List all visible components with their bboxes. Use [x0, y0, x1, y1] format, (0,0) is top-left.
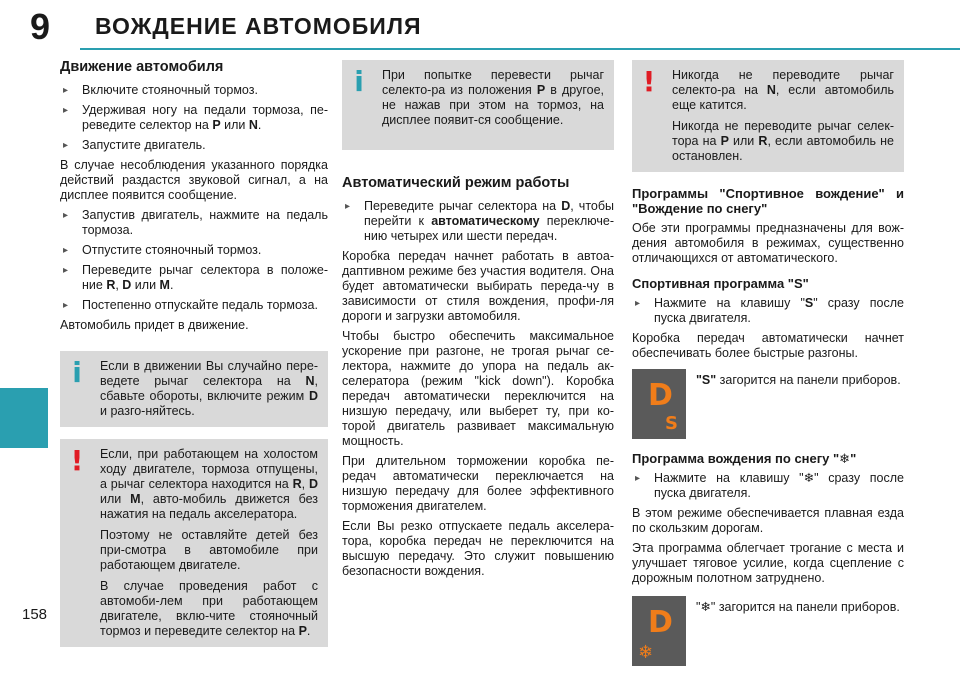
header-rule: [80, 48, 960, 50]
chapter-side-tab: [0, 388, 48, 448]
warning-note: [60, 439, 328, 647]
warning-text: Никогда не переводите рычаг селек-тора на P или R, если автомобиль не остановлен.: [672, 119, 894, 163]
paragraph: Чтобы быстро обеспечить максимальное ускорение при разгоне, не трогая рычаг се-лектора, нажмите до упора на педаль ак-селератора (режим "kick down"). Коробка передач автоматически переключится на низшую передачу, или выберет ту, при ко-торой двигатель развивает максимальную мощность.: [342, 329, 614, 448]
step-item: ▸ Запустите двигатель.: [60, 138, 328, 153]
step-item: ▸ Включите стояночный тормоз.: [60, 83, 328, 98]
warning-text: Никогда не переводите рычаг селекто-ра на N, если автомобиль еще катится.: [672, 68, 895, 112]
column-right: [632, 60, 904, 678]
sport-indicator-svg: [632, 369, 686, 439]
programs-title: Программы "Спортивное вождение" и "Вождение по снегу": [632, 186, 904, 216]
chapter-title: ВОЖДЕНИЕ АВТОМОБИЛЯ: [95, 13, 422, 39]
paragraph: При длительном торможении коробка пе-редач автоматически переключается на низшую передачу для более эффективного торможения двигателем.: [342, 454, 614, 513]
paragraph: Коробка передач автоматически начнет обеспечивать более быстрые разгоны.: [632, 331, 904, 360]
snow-indicator-panel: [632, 596, 904, 666]
info-note: [342, 60, 614, 150]
section-title-automatic: Автоматический режим работы: [342, 175, 570, 191]
svg-text:❄: ❄: [638, 642, 654, 663]
page-header: [0, 0, 960, 58]
warning-icon: !: [642, 65, 656, 98]
svg-text:D: D: [648, 378, 673, 413]
svg-text:D: D: [648, 605, 673, 640]
column-middle: [342, 60, 614, 584]
warning-text: В случае проведения работ с автомоби-лем при работающем двигателе, вклю-чите стояночный тормоз и переведите селектор на P.: [100, 579, 318, 638]
info-text: Если в движении Вы случайно пере-ведете рычаг селектора на N, сбавьте обороты, включите режим D и разго-няйтесь.: [100, 359, 318, 418]
column-left: [60, 60, 328, 655]
section-title-moving: Движение автомобиля: [60, 59, 224, 75]
snow-indicator-icon: [632, 596, 686, 666]
snow-indicator-caption: "❄" загорится на панели приборов.: [696, 600, 900, 614]
warning-note: [632, 60, 904, 172]
snow-indicator-svg: [632, 596, 686, 666]
paragraph: Если Вы резко отпускаете педаль акселера-тора, коробка передач не переключится на высшую передачу. Это служит повышению безопасности вождения.: [342, 519, 614, 578]
warning-icon: !: [70, 444, 84, 477]
info-icon: i: [354, 65, 364, 98]
paragraph: Эта программа облегчает трогание с места и улучшает тяговое усилие, когда сцепление с дорожным полотном затруднено.: [632, 541, 904, 585]
step-item: ▸ Переведите рычаг селектора на D, чтобы перейти к автоматическому переключе-нию четырех или шести передач.: [342, 199, 614, 244]
sport-indicator-caption: "S" загорится на панели приборов.: [696, 373, 901, 387]
info-note: [60, 351, 328, 427]
warning-text: Поэтому не оставляйте детей без при-смотра в автомобиле при работающем двигателе.: [100, 528, 318, 572]
step-item: ▸ Удерживая ногу на педали тормоза, пе-реведите селектор на P или N.: [60, 103, 328, 133]
step-item: ▸ Постепенно отпускайте педаль тормоза.: [60, 298, 328, 313]
step-item: ▸ Запустив двигатель, нажмите на педаль тормоза.: [60, 208, 328, 238]
paragraph: В случае несоблюдения указанного порядка действий раздастся звуковой сигнал, а на дисплее появится сообщение.: [60, 158, 328, 202]
paragraph: Обе эти программы предназначены для вож-дения автомобиля в режимах, существенно отличающихся от автоматического.: [632, 221, 904, 265]
paragraph: Автомобиль придет в движение.: [60, 318, 249, 332]
snow-program-title: Программа вождения по снегу "❄": [632, 451, 857, 466]
info-text: При попытке перевести рычаг селекто-ра из положения P в другое, не нажав при этом на тормоз, на дисплее появит-ся сообщение.: [382, 68, 604, 127]
step-item: ▸ Переведите рычаг селектора в положе-ние R, D или M.: [60, 263, 328, 293]
page-number: 158: [22, 606, 48, 623]
step-item: ▸ Нажмите на клавишу "❄" сразу после пуска двигателя.: [632, 471, 904, 501]
info-icon: i: [72, 356, 82, 389]
svg-text:S: S: [665, 413, 678, 434]
paragraph: В этом режиме обеспечивается плавная езда по скользким дорогам.: [632, 506, 904, 535]
chapter-number: 9: [29, 6, 51, 47]
warning-text: Если, при работающем на холостом ходу двигателе, тормоза отпущены, а рычаг селектора находится на R, D или M, авто-мобиль движется без нажатия на педаль акселератора.: [100, 447, 319, 521]
step-item: ▸ Отпустите стояночный тормоз.: [60, 243, 328, 258]
sport-indicator-icon: [632, 369, 686, 439]
step-item: ▸ Нажмите на клавишу "S" сразу после пуска двигателя.: [632, 296, 904, 326]
sport-program-title: Спортивная программа "S": [632, 276, 809, 291]
sport-indicator-panel: [632, 369, 904, 439]
paragraph: Коробка передач начнет работать в автоа-даптивном режиме без участия водителя. Она будет автоматически выбирать переда-чу в зависимости от стиля вождения, профи-ля дороги и загрузки автомобиля.: [342, 249, 614, 323]
